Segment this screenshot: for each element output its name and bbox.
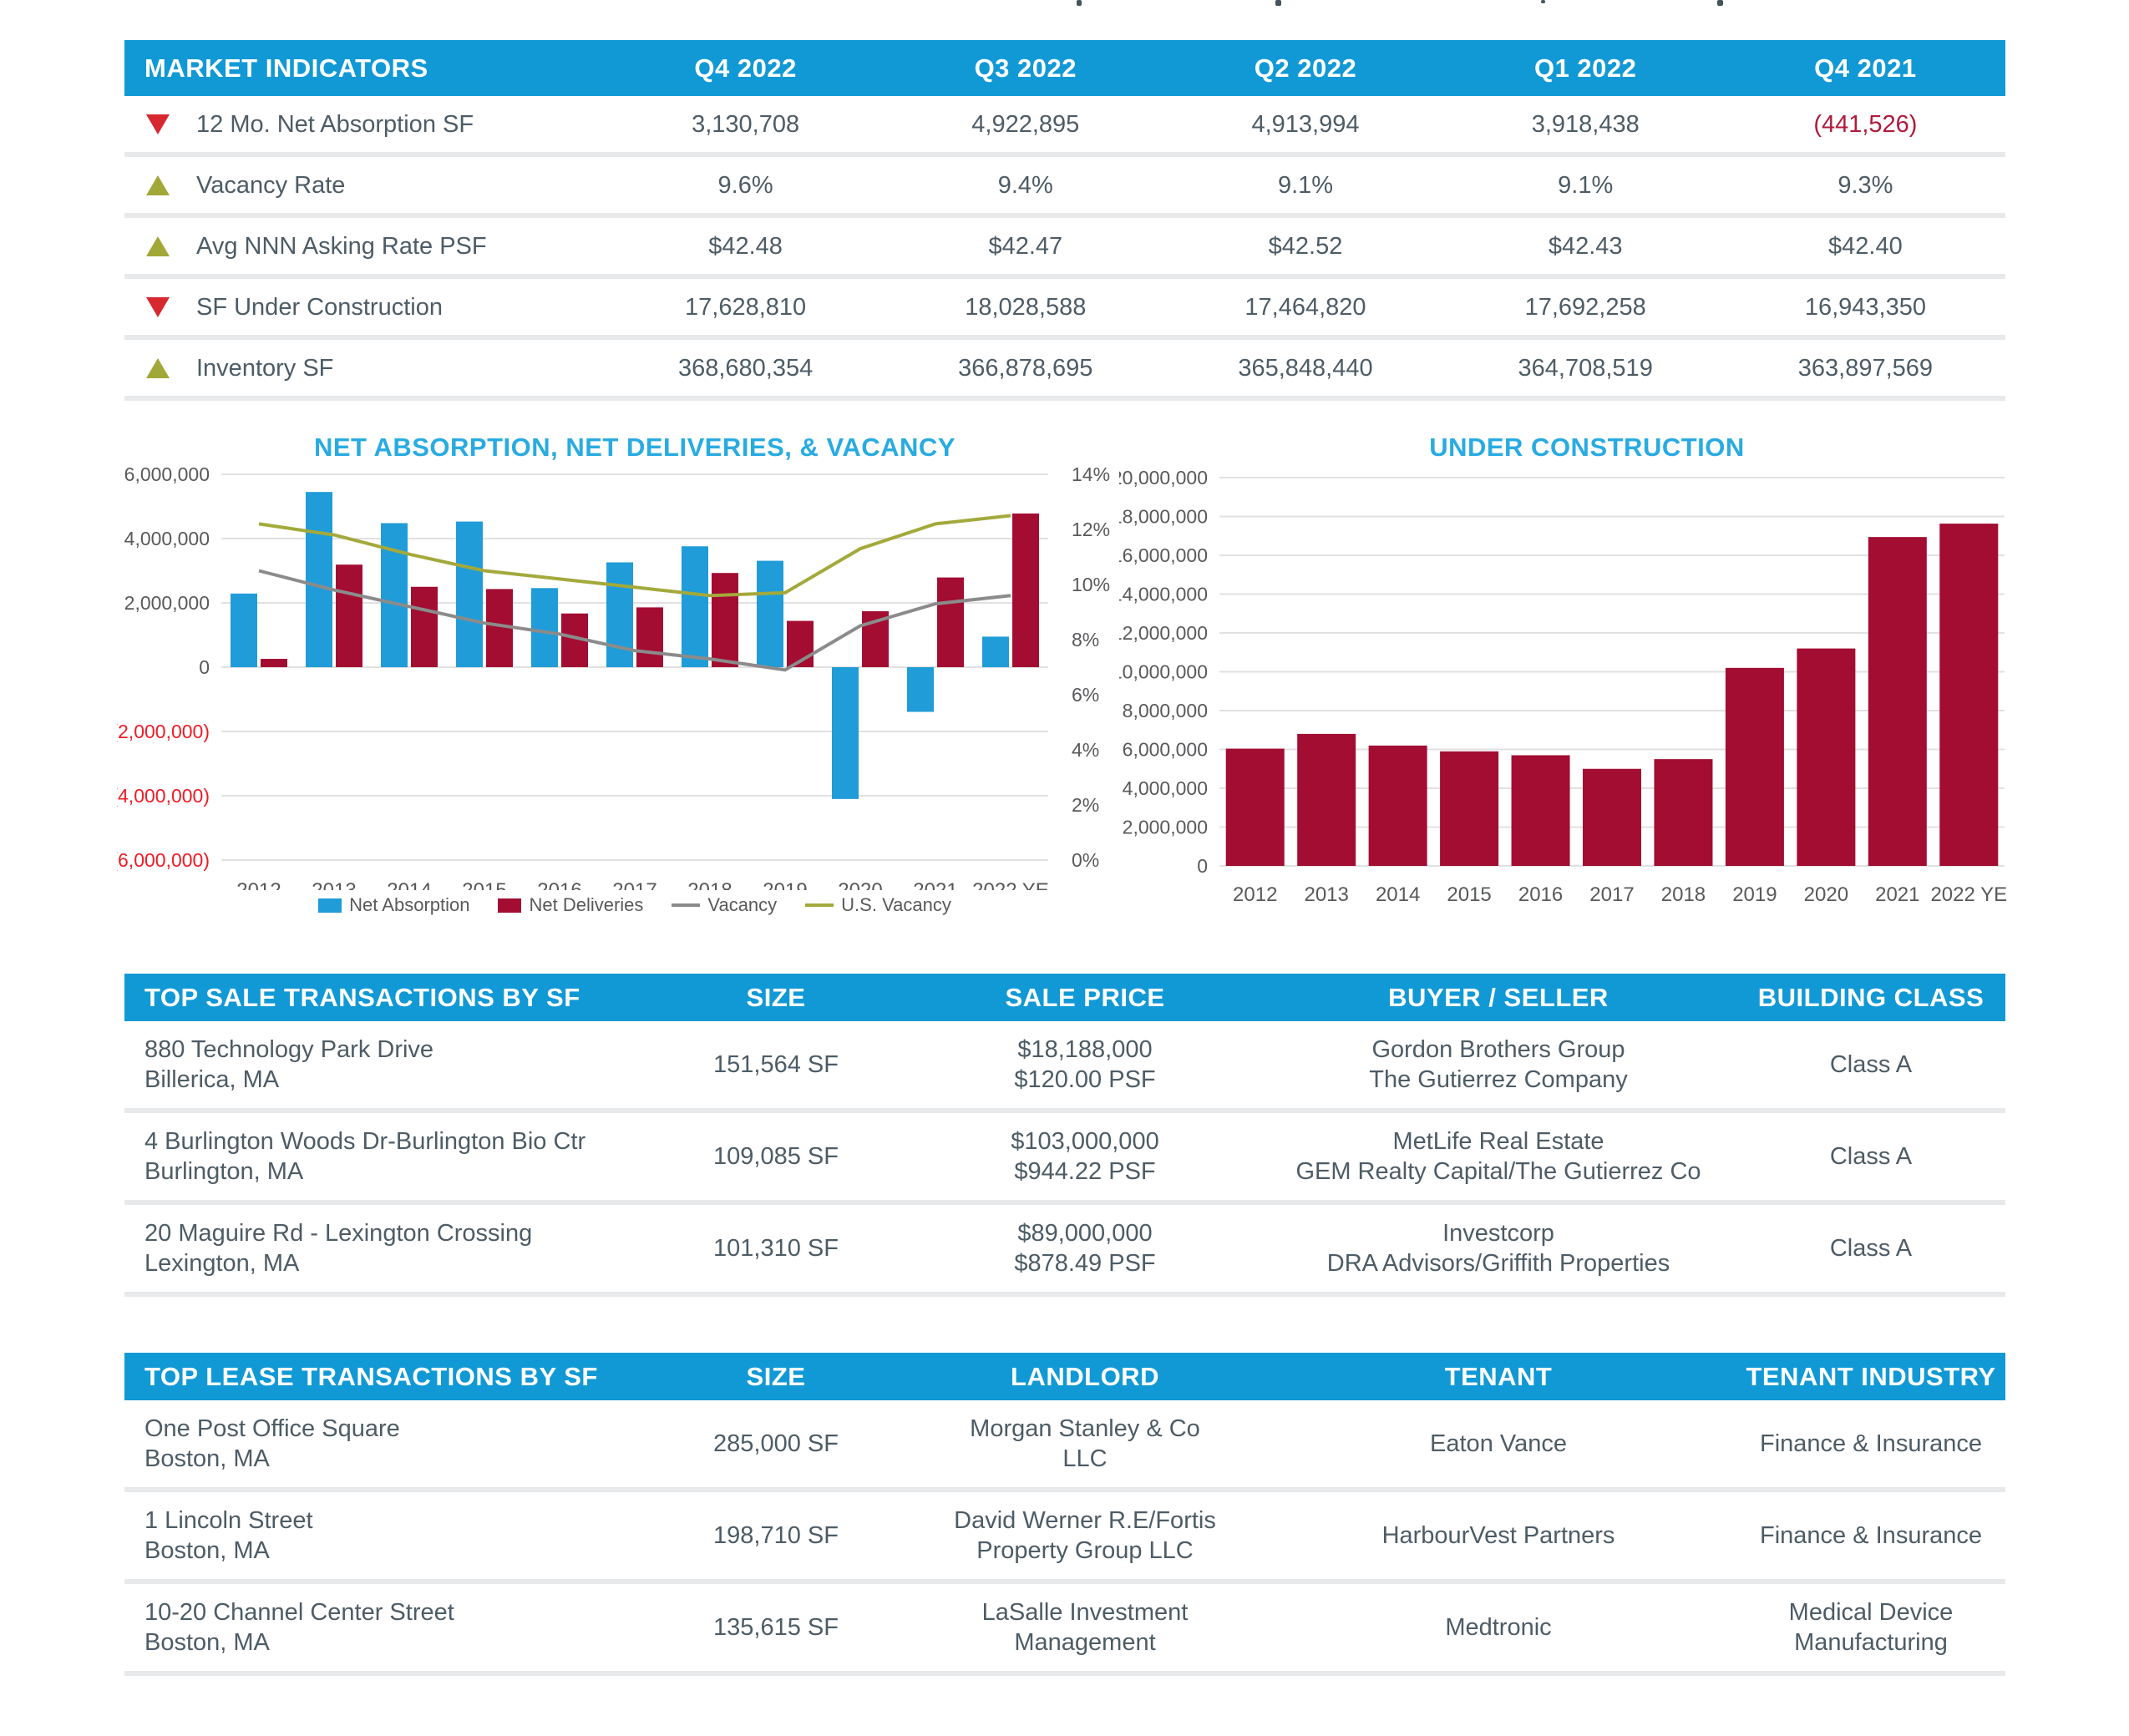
- indicator-value: 17,692,258: [1524, 293, 1646, 321]
- trend-up-icon: [124, 358, 171, 378]
- indicator-value: 368,680,354: [677, 354, 814, 382]
- table-row: [124, 340, 2005, 396]
- sale-table-header-row: [124, 974, 2005, 1021]
- net-deliveries-bar: [1012, 514, 1039, 667]
- buyer-seller-cell: [1260, 1035, 1736, 1095]
- x-axis-label: 2016: [1518, 883, 1564, 906]
- table-row: [124, 1492, 2005, 1579]
- indicator-label: Vacancy Rate: [196, 171, 346, 199]
- building-class-cell: [1736, 1233, 2005, 1263]
- legend-swatch: [318, 898, 342, 913]
- cell-line: 151,564 SF: [713, 1051, 839, 1078]
- building-class-cell: [1736, 1141, 2005, 1172]
- right-axis-tick: 14%: [1072, 463, 1111, 485]
- cell-line: Lexington, MA: [144, 1250, 300, 1277]
- net-absorption-chart-plot: [117, 463, 1153, 890]
- indicator-value: $42.47: [988, 232, 1063, 260]
- x-axis-label: [236, 879, 281, 890]
- x-axis-label: 2012: [1233, 883, 1278, 906]
- triangle-glyph: [146, 114, 170, 134]
- left-axis-tick: (2,000,000): [117, 721, 210, 742]
- us-vacancy-line: [259, 516, 1011, 596]
- under-construction-chart: [1119, 433, 2055, 918]
- right-axis-tick: 12%: [1072, 519, 1111, 540]
- x-axis-label: [913, 879, 957, 890]
- x-axis-label: 2014: [1375, 883, 1421, 906]
- x-axis-label: 2019: [1732, 883, 1777, 906]
- size-cell: [642, 1612, 910, 1642]
- y-axis-tick: 8,000,000: [1122, 700, 1208, 721]
- legend-swatch: [498, 898, 521, 913]
- indicator-value: 4,922,895: [971, 110, 1080, 138]
- column-header-q4-2021: Q4 2021: [1814, 53, 1917, 83]
- cell-line: Boston, MA: [144, 1537, 270, 1564]
- landlord-cell: [910, 1506, 1260, 1566]
- column-header-size: SIZE: [746, 1361, 806, 1391]
- landlord-cell: [910, 1597, 1260, 1658]
- column-header-tenant: TENANT: [1444, 1361, 1553, 1391]
- property-cell: [124, 1414, 642, 1474]
- legend-swatch: [672, 903, 700, 907]
- left-axis-tick: (6,000,000): [117, 849, 210, 871]
- market-indicators-body: [124, 96, 2005, 401]
- legend-label: Vacancy: [707, 894, 778, 915]
- buyer-seller-cell: [1260, 1126, 1736, 1187]
- row-separator: [124, 1671, 2005, 1676]
- legend-label: U.S. Vacancy: [841, 894, 951, 915]
- cell-line: 880 Technology Park Drive: [144, 1036, 434, 1063]
- legend-item: [498, 894, 643, 916]
- cell-line: Morgan Stanley & Co: [970, 1415, 1200, 1442]
- under-construction-bar: [1939, 524, 1998, 866]
- x-axis-label: [763, 879, 807, 890]
- net-absorption-bar: [682, 546, 708, 667]
- cell-line: 20 Maguire Rd - Lexington Crossing: [144, 1220, 533, 1247]
- under-construction-bar: [1726, 668, 1784, 866]
- left-axis-tick: 2,000,000: [124, 592, 210, 614]
- y-axis-tick: 14,000,000: [1119, 583, 1208, 605]
- x-axis-label: [612, 879, 656, 890]
- net-absorption-bar: [231, 594, 257, 667]
- column-header-q2-2022: Q2 2022: [1254, 53, 1357, 83]
- y-axis-tick: 20,000,000: [1119, 467, 1208, 488]
- table-row: [124, 1113, 2005, 1200]
- x-axis-label: [387, 879, 431, 890]
- triangle-glyph: [146, 236, 170, 256]
- indicator-value: 16,943,350: [1804, 293, 1926, 321]
- cell-line: Billerica, MA: [144, 1066, 280, 1093]
- under-construction-bar: [1583, 769, 1641, 866]
- y-axis-tick: 6,000,000: [1122, 738, 1208, 761]
- x-axis-label: 2022 YE: [1930, 883, 2008, 906]
- cell-line: Eaton Vance: [1430, 1430, 1567, 1457]
- cell-line: Medical Device: [1788, 1599, 1954, 1626]
- indicator-value: 9.1%: [1277, 171, 1334, 199]
- cell-line: Management: [1014, 1629, 1156, 1656]
- indicator-label: Inventory SF: [196, 354, 334, 382]
- property-cell: [124, 1506, 642, 1566]
- indicator-value: 9.6%: [717, 171, 773, 199]
- sale-table-body: [124, 1021, 2005, 1297]
- size-cell: [642, 1521, 910, 1551]
- left-axis-tick: 6,000,000: [124, 463, 210, 485]
- legend-swatch: [805, 903, 834, 907]
- net-deliveries-bar: [937, 578, 964, 667]
- top-sale-transactions-table: [124, 974, 2005, 1297]
- net-absorption-bar: [456, 522, 483, 667]
- indicator-value: 4,913,994: [1251, 110, 1360, 138]
- net-absorption-bar: [982, 636, 1009, 667]
- cell-line: HarbourVest Partners: [1381, 1522, 1615, 1549]
- cell-line: Class A: [1829, 1235, 1913, 1262]
- indicator-value: 365,848,440: [1238, 354, 1373, 382]
- indicator-value: 366,878,695: [958, 354, 1093, 382]
- indicator-value: 9.1%: [1558, 171, 1614, 199]
- trend-down-icon: [124, 114, 171, 134]
- lease-table-header-row: [124, 1353, 2005, 1400]
- x-axis-label: 2020: [1803, 883, 1849, 906]
- column-header-building-class: BUILDING CLASS: [1757, 982, 1985, 1012]
- y-axis-tick: 16,000,000: [1119, 544, 1208, 566]
- net-absorption-bar: [757, 561, 783, 667]
- row-separator: [124, 396, 2005, 401]
- x-axis-label: [462, 879, 506, 890]
- cell-line: GEM Realty Capital/The Gutierrez Co: [1295, 1158, 1701, 1185]
- tenant-industry-cell: [1736, 1429, 2005, 1459]
- size-cell: [642, 1141, 910, 1172]
- triangle-glyph: [146, 297, 170, 317]
- size-cell: [642, 1233, 910, 1263]
- triangle-glyph: [146, 358, 170, 378]
- table-row: [124, 96, 2005, 152]
- indicator-value: $42.48: [708, 232, 783, 260]
- table-row: [124, 1205, 2005, 1292]
- indicator-value: 18,028,588: [965, 293, 1087, 321]
- cell-line: $944.22 PSF: [1014, 1158, 1156, 1185]
- cell-line: Manufacturing: [1794, 1629, 1948, 1656]
- cell-line: Class A: [1829, 1143, 1913, 1170]
- market-indicators-title: MARKET INDICATORS: [144, 53, 428, 83]
- x-axis-label: [972, 879, 1049, 890]
- cell-line: One Post Office Square: [144, 1415, 400, 1442]
- indicator-label: SF Under Construction: [196, 293, 443, 321]
- trend-up-icon: [124, 175, 171, 195]
- cropped-glyph: [1077, 0, 1082, 6]
- y-axis-tick: 0: [1197, 855, 1208, 877]
- property-cell: [124, 1218, 642, 1278]
- cell-line: 1 Lincoln Street: [144, 1507, 313, 1534]
- triangle-glyph: [146, 175, 170, 195]
- trend-up-icon: [124, 236, 171, 256]
- property-cell: [124, 1035, 642, 1095]
- legend-item: [672, 894, 777, 916]
- cell-line: Finance & Insurance: [1760, 1522, 1982, 1549]
- cell-line: $103,000,000: [1011, 1128, 1159, 1155]
- indicator-value: 364,708,519: [1518, 354, 1653, 382]
- cell-line: Boston, MA: [144, 1445, 270, 1472]
- column-header-q1-2022: Q1 2022: [1533, 53, 1637, 83]
- cell-line: Medtronic: [1445, 1614, 1552, 1641]
- size-cell: [642, 1429, 910, 1459]
- tenant-industry-cell: [1736, 1521, 2005, 1551]
- under-construction-bar: [1654, 759, 1712, 866]
- y-axis-tick: 18,000,000: [1119, 505, 1208, 528]
- cell-line: 198,710 SF: [713, 1522, 839, 1549]
- y-axis-tick: 2,000,000: [1122, 816, 1208, 838]
- tenant-industry-cell: [1736, 1597, 2005, 1658]
- cell-line: MetLife Real Estate: [1392, 1128, 1604, 1155]
- table-row: [124, 279, 2005, 335]
- x-axis-label: [537, 879, 581, 890]
- indicator-value: 17,628,810: [685, 293, 807, 321]
- table-row: [124, 157, 2005, 213]
- column-header-buyer-seller: BUYER / SELLER: [1388, 982, 1609, 1012]
- net-absorption-chart-title: NET ABSORPTION, NET DELIVERIES, & VACANCY: [313, 433, 956, 462]
- right-axis-tick: 0%: [1072, 849, 1100, 871]
- net-deliveries-bar: [636, 607, 663, 667]
- sale-table-title: TOP SALE TRANSACTIONS BY SF: [144, 982, 580, 1012]
- legend-item: [805, 894, 951, 916]
- net-absorption-bar: [606, 562, 633, 667]
- landlord-cell: [910, 1414, 1260, 1474]
- cell-line: The Gutierrez Company: [1369, 1066, 1628, 1093]
- x-axis-label: [312, 879, 356, 890]
- top-lease-transactions-table: [124, 1353, 2005, 1676]
- lease-table-title: TOP LEASE TRANSACTIONS BY SF: [144, 1361, 598, 1391]
- indicator-value: 3,130,708: [692, 110, 800, 138]
- cell-line: 285,000 SF: [713, 1430, 839, 1457]
- building-class-cell: [1736, 1050, 2005, 1080]
- cell-line: Finance & Insurance: [1760, 1430, 1982, 1457]
- indicator-value: $42.43: [1548, 232, 1623, 260]
- y-axis-tick: 10,000,000: [1119, 660, 1208, 683]
- cropped-glyph: [1275, 0, 1281, 6]
- net-absorption-bar: [306, 492, 332, 667]
- sale-price-cell: [910, 1126, 1260, 1187]
- legend-label: Net Absorption: [349, 894, 470, 915]
- left-axis-tick: 0: [199, 656, 210, 678]
- column-header-tenant-industry: TENANT INDUSTRY: [1746, 1361, 1996, 1391]
- cell-line: $18,188,000: [1017, 1036, 1153, 1063]
- column-header-q4-2022: Q4 2022: [694, 53, 797, 83]
- cell-line: Property Group LLC: [976, 1537, 1194, 1564]
- net-absorption-bar: [832, 667, 859, 799]
- under-construction-bar: [1297, 734, 1356, 866]
- column-header-sale-price: SALE PRICE: [1005, 982, 1165, 1012]
- cell-line: $878.49 PSF: [1014, 1250, 1156, 1277]
- under-construction-bar: [1512, 755, 1570, 866]
- indicator-value: 363,897,569: [1797, 354, 1934, 382]
- x-axis-label: 2018: [1660, 883, 1706, 906]
- cell-line: Burlington, MA: [144, 1158, 304, 1185]
- x-axis-label: 2013: [1304, 883, 1349, 906]
- cell-line: Investcorp: [1442, 1220, 1554, 1247]
- indicator-value: $42.52: [1268, 232, 1343, 260]
- cell-line: 101,310 SF: [713, 1235, 839, 1262]
- lease-table-body: [124, 1400, 2005, 1676]
- column-header-size: SIZE: [746, 982, 806, 1012]
- y-axis-tick: 4,000,000: [1122, 777, 1208, 799]
- cropped-glyph: [1541, 0, 1545, 3]
- cell-line: David Werner R.E/Fortis: [954, 1507, 1216, 1534]
- under-construction-chart-plot: [1119, 463, 2055, 914]
- cell-line: Class A: [1829, 1051, 1913, 1078]
- net-absorption-bar: [531, 588, 558, 667]
- indicator-value: 9.3%: [1838, 171, 1893, 199]
- y-axis-tick: 12,000,000: [1119, 622, 1208, 644]
- column-header-landlord: LANDLORD: [1011, 1361, 1159, 1391]
- x-axis-label: 2015: [1447, 883, 1492, 906]
- right-axis-tick: 10%: [1072, 574, 1111, 595]
- x-axis-label: 2021: [1875, 883, 1920, 906]
- cropped-glyph: [1717, 0, 1723, 6]
- net-deliveries-bar: [261, 659, 287, 667]
- cell-line: $120.00 PSF: [1014, 1066, 1156, 1093]
- property-cell: [124, 1597, 642, 1658]
- x-axis-label: [687, 879, 732, 890]
- under-construction-bar: [1868, 537, 1927, 866]
- cell-line: Boston, MA: [144, 1629, 270, 1656]
- net-absorption-chart: [117, 433, 1153, 916]
- cell-line: 4 Burlington Woods Dr-Burlington Bio Ctr: [144, 1128, 586, 1155]
- under-construction-bar: [1226, 749, 1285, 866]
- right-axis-tick: 8%: [1072, 629, 1100, 650]
- indicator-value: 9.4%: [997, 171, 1053, 199]
- left-axis-tick: (4,000,000): [117, 785, 210, 807]
- property-cell: [124, 1126, 642, 1187]
- indicator-label: Avg NNN Asking Rate PSF: [196, 232, 487, 260]
- indicator-value: 3,918,438: [1531, 110, 1640, 138]
- trend-down-icon: [124, 297, 171, 317]
- cell-line: 135,615 SF: [713, 1614, 839, 1641]
- x-axis-label: [838, 879, 882, 890]
- right-axis-tick: 6%: [1072, 684, 1100, 706]
- row-separator: [124, 1292, 2005, 1297]
- under-construction-chart-title: UNDER CONSTRUCTION: [1429, 433, 1745, 462]
- sale-price-cell: [910, 1035, 1260, 1095]
- tenant-cell: [1260, 1521, 1736, 1551]
- left-axis-tick: 4,000,000: [124, 528, 210, 549]
- cell-line: DRA Advisors/Griffith Properties: [1326, 1250, 1670, 1277]
- market-indicators-header-row: [124, 40, 2005, 96]
- cell-line: 109,085 SF: [713, 1143, 839, 1170]
- legend-label: Net Deliveries: [529, 894, 644, 915]
- sale-price-cell: [910, 1218, 1260, 1278]
- net-absorption-bar: [381, 524, 408, 667]
- net-absorption-chart-legend: [117, 894, 1153, 916]
- under-construction-bar: [1440, 752, 1498, 866]
- cell-line: $89,000,000: [1017, 1220, 1153, 1247]
- table-row: [124, 1021, 2005, 1108]
- x-axis-label: 2017: [1589, 883, 1635, 906]
- cell-line: 10-20 Channel Center Street: [144, 1599, 454, 1626]
- net-deliveries-bar: [336, 564, 362, 667]
- cell-line: Gordon Brothers Group: [1371, 1036, 1625, 1063]
- cell-line: LaSalle Investment: [981, 1599, 1189, 1626]
- under-construction-bar: [1797, 649, 1855, 866]
- legend-item: [318, 894, 469, 916]
- buyer-seller-cell: [1260, 1218, 1736, 1278]
- tenant-cell: [1260, 1429, 1736, 1459]
- indicator-value: (441,526): [1813, 110, 1918, 138]
- indicator-label: 12 Mo. Net Absorption SF: [196, 110, 474, 138]
- tenant-cell: [1260, 1612, 1736, 1642]
- right-axis-tick: 4%: [1072, 739, 1100, 761]
- net-deliveries-bar: [411, 587, 438, 667]
- indicator-value: $42.40: [1828, 232, 1903, 260]
- column-header-q3-2022: Q3 2022: [974, 53, 1077, 83]
- market-indicators-table: [124, 40, 2005, 401]
- table-row: [124, 1584, 2005, 1671]
- net-absorption-bar: [907, 667, 934, 712]
- table-row: [124, 1400, 2005, 1487]
- size-cell: [642, 1050, 910, 1080]
- indicator-value: 17,464,820: [1244, 293, 1366, 321]
- net-deliveries-bar: [712, 573, 738, 667]
- under-construction-bar: [1369, 746, 1427, 866]
- cell-line: LLC: [1062, 1445, 1108, 1472]
- right-axis-tick: 2%: [1072, 794, 1100, 816]
- table-row: [124, 218, 2005, 274]
